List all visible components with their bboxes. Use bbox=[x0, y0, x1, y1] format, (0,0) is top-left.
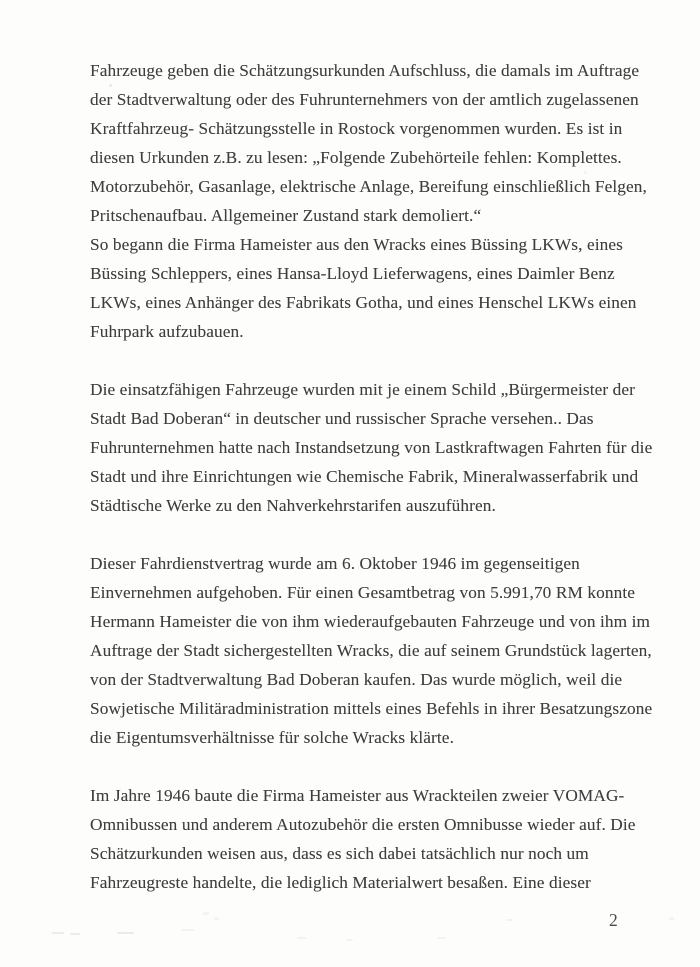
text-line: Sowjetische Militäradministration mittels eines Befehls in ihrer Besatzungszone bbox=[90, 699, 653, 718]
text-line: Schätzurkunden weisen aus, dass es sich dabei tatsächlich nur noch um bbox=[90, 844, 589, 863]
text-line: Fuhrunternehmen hatte nach Instandsetzung von Lastkraftwagen Fahrten für die bbox=[90, 438, 653, 457]
scan-artifact bbox=[584, 171, 587, 174]
text-line: Städtische Werke zu den Nahverkehrstarifen auszuführen. bbox=[90, 496, 496, 515]
page-number: 2 bbox=[609, 910, 618, 930]
text-line: Fuhrpark aufzubauen. bbox=[90, 322, 244, 341]
text-line: Die einsatzfähigen Fahrzeuge wurden mit je einem Schild „Bürgermeister der bbox=[90, 380, 636, 399]
scan-artifact bbox=[203, 912, 209, 915]
text-line: Hermann Hameister die von ihm wiederaufgebauten Fahrzeuge und von ihm im bbox=[90, 612, 651, 631]
scan-artifact bbox=[346, 939, 353, 941]
text-line: der Stadtverwaltung oder des Fuhrunternehmers von der amtlich zugelassenen bbox=[90, 90, 639, 109]
text-line: Stadt und ihre Einrichtungen wie Chemische Fabrik, Mineralwasserfabrik und bbox=[90, 467, 639, 486]
text-line: Dieser Fahrdienstvertrag wurde am 6. Oktober 1946 im gegenseitigen bbox=[90, 554, 580, 573]
text-line: LKWs, eines Anhänger des Fabrikats Gotha, und eines Henschel LKWs einen bbox=[90, 293, 637, 312]
scan-artifact bbox=[52, 932, 64, 934]
text-line: Omnibussen und anderem Autozubehör die ersten Omnibusse wieder auf. Die bbox=[90, 815, 636, 834]
text-line: So begann die Firma Hameister aus den Wracks eines Büssing LKWs, eines bbox=[90, 235, 623, 254]
paragraph-block bbox=[90, 549, 655, 752]
text-line: Fahrzeuge geben die Schätzungsurkunden Aufschluss, die damals im Auftrage bbox=[90, 61, 640, 80]
text-line: Pritschenaufbau. Allgemeiner Zustand stark demoliert.“ bbox=[90, 206, 482, 225]
text-line: Stadt Bad Doberan“ in deutscher und russischer Sprache versehen.. Das bbox=[90, 409, 594, 428]
scan-artifact bbox=[109, 84, 112, 87]
paragraph-block bbox=[90, 56, 655, 346]
text-line: Einvernehmen aufgehoben. Für einen Gesamtbetrag von 5.991,70 RM konnte bbox=[90, 583, 635, 602]
text-line: Büssing Schleppers, eines Hansa-Lloyd Lieferwagens, eines Daimler Benz bbox=[90, 264, 615, 283]
scan-artifact bbox=[117, 932, 134, 934]
scan-artifact bbox=[506, 919, 513, 921]
scan-artifact bbox=[181, 929, 194, 931]
text-line: Auftrage der Stadt sichergestellten Wracks, die auf seinem Grundstück lagerten, bbox=[90, 641, 652, 660]
paragraph-block bbox=[90, 781, 655, 897]
text-line: Fahrzeugreste handelte, die lediglich Materialwert besaßen. Eine dieser bbox=[90, 873, 591, 892]
scan-artifact bbox=[70, 933, 80, 935]
scan-artifact bbox=[669, 917, 674, 920]
text-line: diesen Urkunden z.B. zu lesen: „Folgende Zubehörteile fehlen: Komplettes. bbox=[90, 148, 622, 167]
text-line: Im Jahre 1946 baute die Firma Hameister aus Wrackteilen zweier VOMAG- bbox=[90, 786, 625, 805]
text-line: von der Stadtverwaltung Bad Doberan kaufen. Das wurde möglich, weil die bbox=[90, 670, 623, 689]
document-body-text bbox=[90, 56, 655, 926]
text-line: Motorzubehör, Gasanlage, elektrische Anlage, Bereifung einschließlich Felgen, bbox=[90, 177, 647, 196]
scan-artifact bbox=[214, 917, 219, 920]
paragraph-block bbox=[90, 375, 655, 520]
text-line: die Eigentumsverhältnisse für solche Wracks klärte. bbox=[90, 728, 454, 747]
text-line: Kraftfahrzeug- Schätzungsstelle in Rostock vorgenommen wurden. Es ist in bbox=[90, 119, 623, 138]
scan-artifact bbox=[437, 937, 446, 939]
scan-artifact bbox=[297, 937, 306, 939]
